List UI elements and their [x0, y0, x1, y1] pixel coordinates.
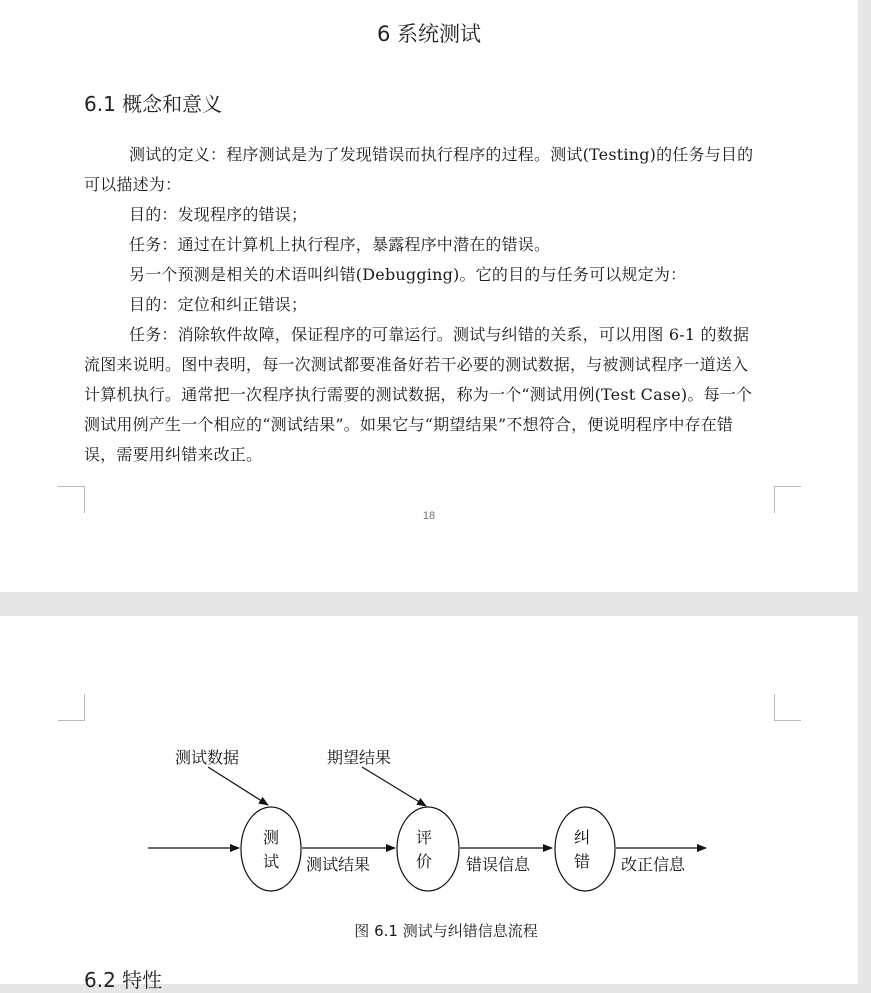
node-debug-char-1: 纠: [573, 828, 591, 847]
document-page-2: [0, 616, 858, 992]
paragraph: 任务：消除软件故障，保证程序的可靠运行。测试与纠错的关系，可以用图 6-1 的数据流图来说明。图中表明，每一次测试都要准备好若干必要的测试数据，与被测试程序一道送入计算机执行。通常把一次程序执行需要的测试数据，称为一个“测试用例(Test Case)。每一个测试用例产生一个相应的“测试结果”。如果它与“期望结果”不想符合，便说明程序中存在错误，需要用纠错来改正。: [84, 325, 753, 464]
arrow-expected-result: [362, 767, 426, 806]
node-evaluate-char-1: 评: [415, 828, 433, 847]
page-number: 18: [422, 510, 436, 522]
node-debug: [555, 807, 615, 891]
edge-label-test-result: 测试结果: [306, 855, 371, 874]
figure-caption: 图 6.1 测试与纠错信息流程: [354, 922, 538, 940]
node-test-char-1: 测: [262, 828, 280, 847]
label-test-data: 测试数据: [175, 748, 240, 767]
section-title: 6.1 概念和意义: [84, 92, 223, 116]
node-test: [241, 807, 301, 891]
body-text: [84, 140, 764, 470]
label-expected-result: 期望结果: [327, 748, 392, 767]
arrow-test-data: [208, 767, 268, 805]
paragraph: 目的：定位和纠正错误；: [129, 295, 308, 314]
next-section-title: 6.2 特性: [84, 968, 163, 992]
node-evaluate-char-2: 价: [415, 852, 433, 871]
node-debug-char-2: 错: [573, 852, 591, 871]
node-test-char-2: 试: [262, 852, 280, 871]
crop-mark: [774, 486, 801, 513]
edge-label-fix-info: 改正信息: [621, 855, 686, 874]
paragraph: 任务：通过在计算机上执行程序，暴露程序中潜在的错误。: [129, 235, 551, 254]
chapter-title: 6 系统测试: [376, 22, 482, 46]
paragraph: 测试的定义：程序测试是为了发现错误而执行程序的过程。测试(Testing)的任务与目的可以描述为：: [84, 145, 754, 194]
node-evaluate: [397, 807, 459, 891]
paragraph: 另一个预测是相关的术语叫纠错(Debugging)。它的目的与任务可以规定为：: [129, 265, 687, 284]
crop-mark: [58, 486, 85, 513]
paragraph: 目的：发现程序的错误；: [129, 205, 308, 224]
edge-label-error-info: 错误信息: [466, 855, 531, 874]
